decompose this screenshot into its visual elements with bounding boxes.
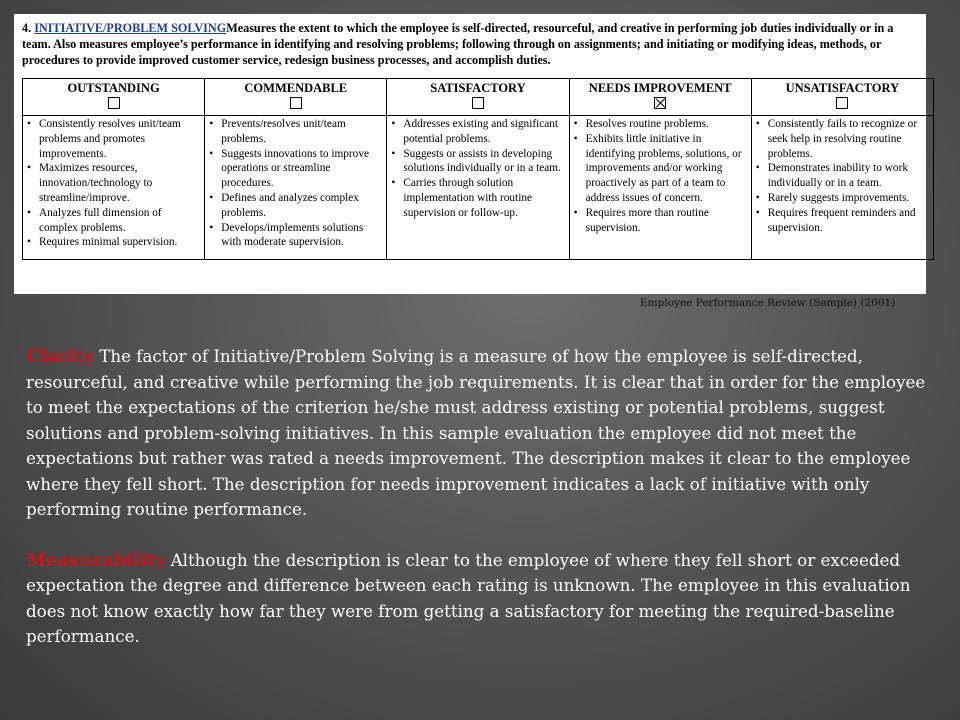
criteria-cell-commendable: [205, 116, 387, 260]
list-item: • Demonstrates inability to work individually or in a team.: [768, 161, 931, 191]
list-item: • Exhibits little initiative in identifying problems, solutions, or improvements and/or working proactively as part of a team to address issues of concern.: [586, 132, 749, 206]
measurability-text: Although the description is clear to the employee of where they fell short or exceeded expectation the degree and difference between each rating is unknown. The employee in this evaluation does not know exactly how far they were from getting a satisfactory for meeting the required-baseline performance.: [26, 549, 911, 646]
list-item: • Requires more than routine supervision.: [586, 206, 749, 236]
rating-header-satisfactory: [387, 79, 569, 116]
list-item: • Consistently resolves unit/team problems and promotes improvements.: [39, 117, 202, 161]
list-item: • Rarely suggests improvements.: [768, 191, 931, 206]
rating-label: OUTSTANDING: [67, 81, 160, 95]
criterion-description: Measures the extent to which the employee is self-directed, resourceful, and creative in performing job duties individually or in a team. Also measures employee’s performance in identifying and resolving problems; following through on assignments; and initiating or modifying ideas, methods, or procedures to provide improved customer service, redesign business processes, and accomplish duties.: [22, 21, 894, 67]
rating-header-row: [23, 79, 934, 116]
rating-label: COMMENDABLE: [244, 81, 348, 95]
list-item: • Analyzes full dimension of complex problems.: [39, 206, 202, 236]
criterion-title: INITIATIVE/PROBLEM SOLVING: [34, 21, 227, 35]
rating-label: NEEDS IMPROVEMENT: [588, 81, 732, 95]
clarity-text: The factor of Initiative/Problem Solving is a measure of how the employee is self-directed, resourceful, and creative while performing the job requirements. It is clear that in order for the employee to meet the expectations of the criterion he/she must address existing or potential problems, suggest solutions and problem-solving initiatives. In this sample evaluation the employee did not meet the expectations but rather was rated a needs improvement. The description makes it clear to the employee where they fell short. The description for needs improvement indicates a lack of initiative with only performing routine performance.: [26, 346, 926, 519]
checkbox-icon: [836, 97, 848, 109]
criteria-cell-outstanding: [23, 116, 205, 260]
measurability-paragraph: [26, 548, 941, 650]
list-item: • Addresses existing and significant potential problems.: [403, 117, 566, 147]
image-caption: Employee Performance Review (Sample) (2001): [640, 297, 896, 309]
rating-label: UNSATISFACTORY: [785, 81, 900, 95]
evaluation-form-image: [14, 14, 926, 294]
slide-body: [26, 344, 941, 675]
list-item: • Suggests innovations to improve operations or streamline procedures.: [221, 147, 384, 191]
checked-checkbox-icon: [654, 97, 666, 109]
list-item: • Resolves routine problems.: [586, 117, 749, 132]
criterion-number: 4.: [22, 21, 35, 35]
rating-header-commendable: [205, 79, 387, 116]
criteria-cell-needs-improvement: [569, 116, 751, 260]
criterion-heading: [22, 20, 918, 68]
clarity-heading: Clarity: [26, 346, 94, 367]
list-item: • Develops/implements solutions with moderate supervision.: [221, 221, 384, 251]
list-item: • Suggests or assists in developing solutions individually or in a team.: [403, 147, 566, 177]
list-item: • Consistently fails to recognize or seek help in resolving routine problems.: [768, 117, 931, 161]
rating-header-unsatisfactory: [751, 79, 933, 116]
checkbox-icon: [472, 97, 484, 109]
rating-criteria-row: [23, 116, 934, 260]
rating-header-outstanding: [23, 79, 205, 116]
criteria-cell-unsatisfactory: [751, 116, 933, 260]
rating-table: [22, 78, 934, 260]
list-item: • Carries through solution implementation with routine supervision or follow-up.: [403, 176, 566, 220]
list-item: • Requires frequent reminders and supervision.: [768, 206, 931, 236]
list-item: • Maximizes resources, innovation/technology to streamline/improve.: [39, 161, 202, 205]
list-item: • Requires minimal supervision.: [39, 235, 202, 250]
checkbox-icon: [290, 97, 302, 109]
rating-label: SATISFACTORY: [430, 81, 526, 95]
list-item: • Defines and analyzes complex problems.: [221, 191, 384, 221]
rating-header-needs-improvement: [569, 79, 751, 116]
measurability-heading: Measurability: [26, 549, 166, 571]
checkbox-icon: [108, 97, 120, 109]
list-item: • Prevents/resolves unit/team problems.: [221, 117, 384, 147]
criteria-cell-satisfactory: [387, 116, 569, 260]
clarity-paragraph: [26, 344, 941, 523]
